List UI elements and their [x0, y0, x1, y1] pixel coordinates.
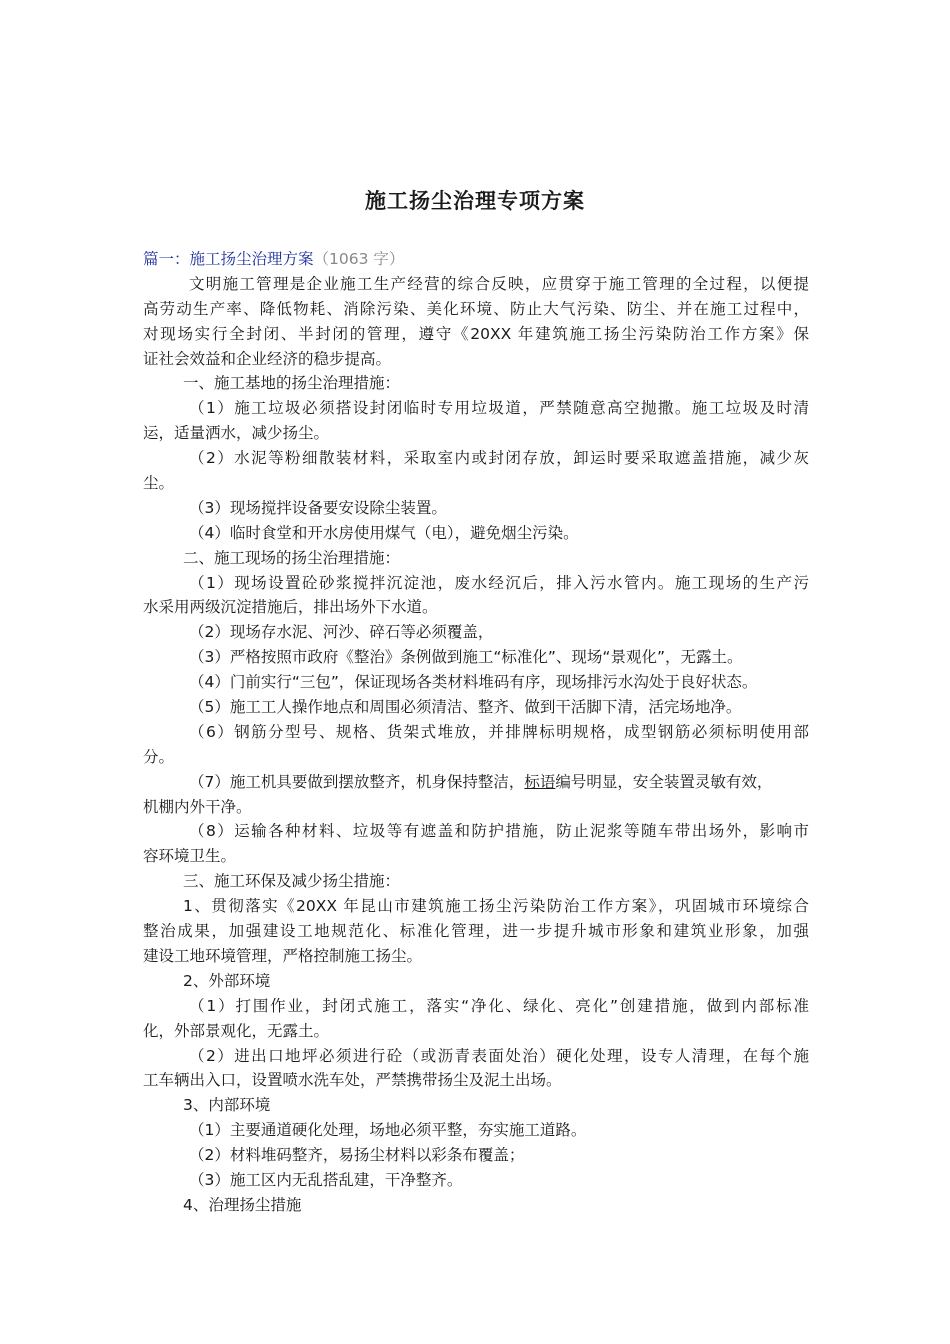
- paragraph-line: 文明施工管理是企业施工生产经营的综合反映，应贯穿于施工管理的全过程，以便提: [189, 274, 809, 293]
- paragraph-line: （2）水泥等粉细散装材料，采取室内或封闭存放，卸运时要采取遮盖措施，减少灰: [189, 449, 809, 468]
- subheading: 三、施工环保及减少扬尘措施：: [183, 872, 401, 891]
- subheading: 一、施工基地的扬尘治理措施：: [183, 374, 401, 393]
- paragraph-line: 1、贯彻落实《20XX 年昆山市建筑施工扬尘污染防治工作方案》，巩固城市环境综合: [183, 897, 809, 916]
- paragraph-line: 高劳动生产率、降低物耗、消除污染、美化环境、防止大气污染、防尘、并在施工过程中，: [143, 299, 809, 318]
- paragraph-line: （1）现场设置砼砂浆搅拌沉淀池，废水经沉后，排入污水管内。施工现场的生产污: [189, 573, 809, 592]
- paragraph-line: [143, 770, 809, 795]
- paragraph-line: （8）运输各种材料、垃圾等有遮盖和防护措施，防止泥浆等随车带出场外，影响市: [189, 822, 809, 841]
- line-text: （7）施工机具要做到摆放整齐，机身保持整洁，: [189, 772, 525, 791]
- paragraph-line: 建设工地环境管理，严格控制施工扬尘。: [143, 946, 423, 965]
- paragraph-line: （1）主要通道硬化处理，场地必须平整，夯实施工道路。: [189, 1121, 587, 1140]
- paragraph-line: 尘。: [143, 474, 175, 493]
- subheading: 3、内部环境: [183, 1096, 271, 1115]
- paragraph-line: 对现场实行全封闭、半封闭的管理，遵守《20XX 年建筑施工扬尘污染防治工作方案》保: [143, 324, 809, 343]
- subheading: 二、施工现场的扬尘治理措施：: [183, 548, 401, 567]
- paragraph-line: （2）材料堆码整齐，易扬尘材料以彩条布覆盖；: [189, 1146, 525, 1165]
- paragraph-line: （3）施工区内无乱搭乱建，干净整齐。: [189, 1170, 463, 1189]
- paragraph-line: 机棚内外干净。: [143, 797, 252, 816]
- paragraph-line: （6）钢筋分型号、规格、货架式堆放，并排牌标明规格，成型钢筋必须标明使用部: [189, 722, 809, 741]
- paragraph-line: 容环境卫生。: [143, 847, 237, 866]
- paragraph-line: 化，外部景观化，无露土。: [143, 1021, 330, 1040]
- document-body: [143, 247, 809, 1218]
- paragraph-line: 运，适量洒水，减少扬尘。: [143, 424, 330, 443]
- paragraph-line: （2）进出口地坪必须进行砼（或沥青表面处治）硬化处理，设专人清理，在每个施: [189, 1046, 809, 1065]
- section-heading: [143, 247, 809, 272]
- paragraph-line: （4）门前实行“三包”，保证现场各类材料堆码有序，现场排污水沟处于良好状态。: [189, 673, 758, 692]
- paragraph-line: 证社会效益和企业经济的稳步提高。: [143, 349, 392, 368]
- paragraph-line: （2）现场存水泥、河沙、碎石等必须覆盖，: [189, 623, 494, 642]
- paragraph-line: （3）严格按照市政府《整治》条例做到施工“标准化”、现场“景观化”，无露土。: [189, 648, 743, 667]
- paragraph-line: 分。: [143, 747, 175, 766]
- paragraph-line: 整治成果，加强建设工地规范化、标准化管理，进一步提升城市形象和建筑业形象，加强: [143, 922, 809, 941]
- paragraph-line: （1）打围作业，封闭式施工，落实“净化、绿化、亮化”创建措施，做到内部标准: [189, 996, 809, 1015]
- paragraph-line: 工车辆出入口，设置喷水洗车处，严禁携带扬尘及泥土出场。: [143, 1071, 562, 1090]
- document-title: 施工扬尘治理专项方案: [365, 189, 585, 213]
- paragraph-line: （5）施工工人操作地点和周围必须清洁、整齐、做到干活脚下清，活完场地净。: [189, 698, 742, 717]
- line-text: 编号明显，安全装置灵敏有效，: [555, 772, 773, 791]
- subheading: 4、治理扬尘措施: [183, 1195, 302, 1214]
- paragraph-line: （4）临时食堂和开水房使用煤气（电），避免烟尘污染。: [189, 523, 579, 542]
- paragraph-line: （3）现场搅拌设备要安设除尘装置。: [189, 498, 447, 517]
- paragraph-line: 水采用两级沉淀措施后，排出场外下水道。: [143, 598, 438, 617]
- section-word-count: （1063 字）: [313, 250, 405, 268]
- underlined-term: 标语: [524, 772, 556, 791]
- subheading: 2、外部环境: [183, 971, 271, 990]
- paragraph-line: （1）施工垃圾必须搭设封闭临时专用垃圾道，严禁随意高空抛撒。施工垃圾及时清: [189, 399, 809, 418]
- section-label: 篇一：: [143, 250, 190, 268]
- section-title-link[interactable]: 施工扬尘治理方案: [189, 250, 314, 268]
